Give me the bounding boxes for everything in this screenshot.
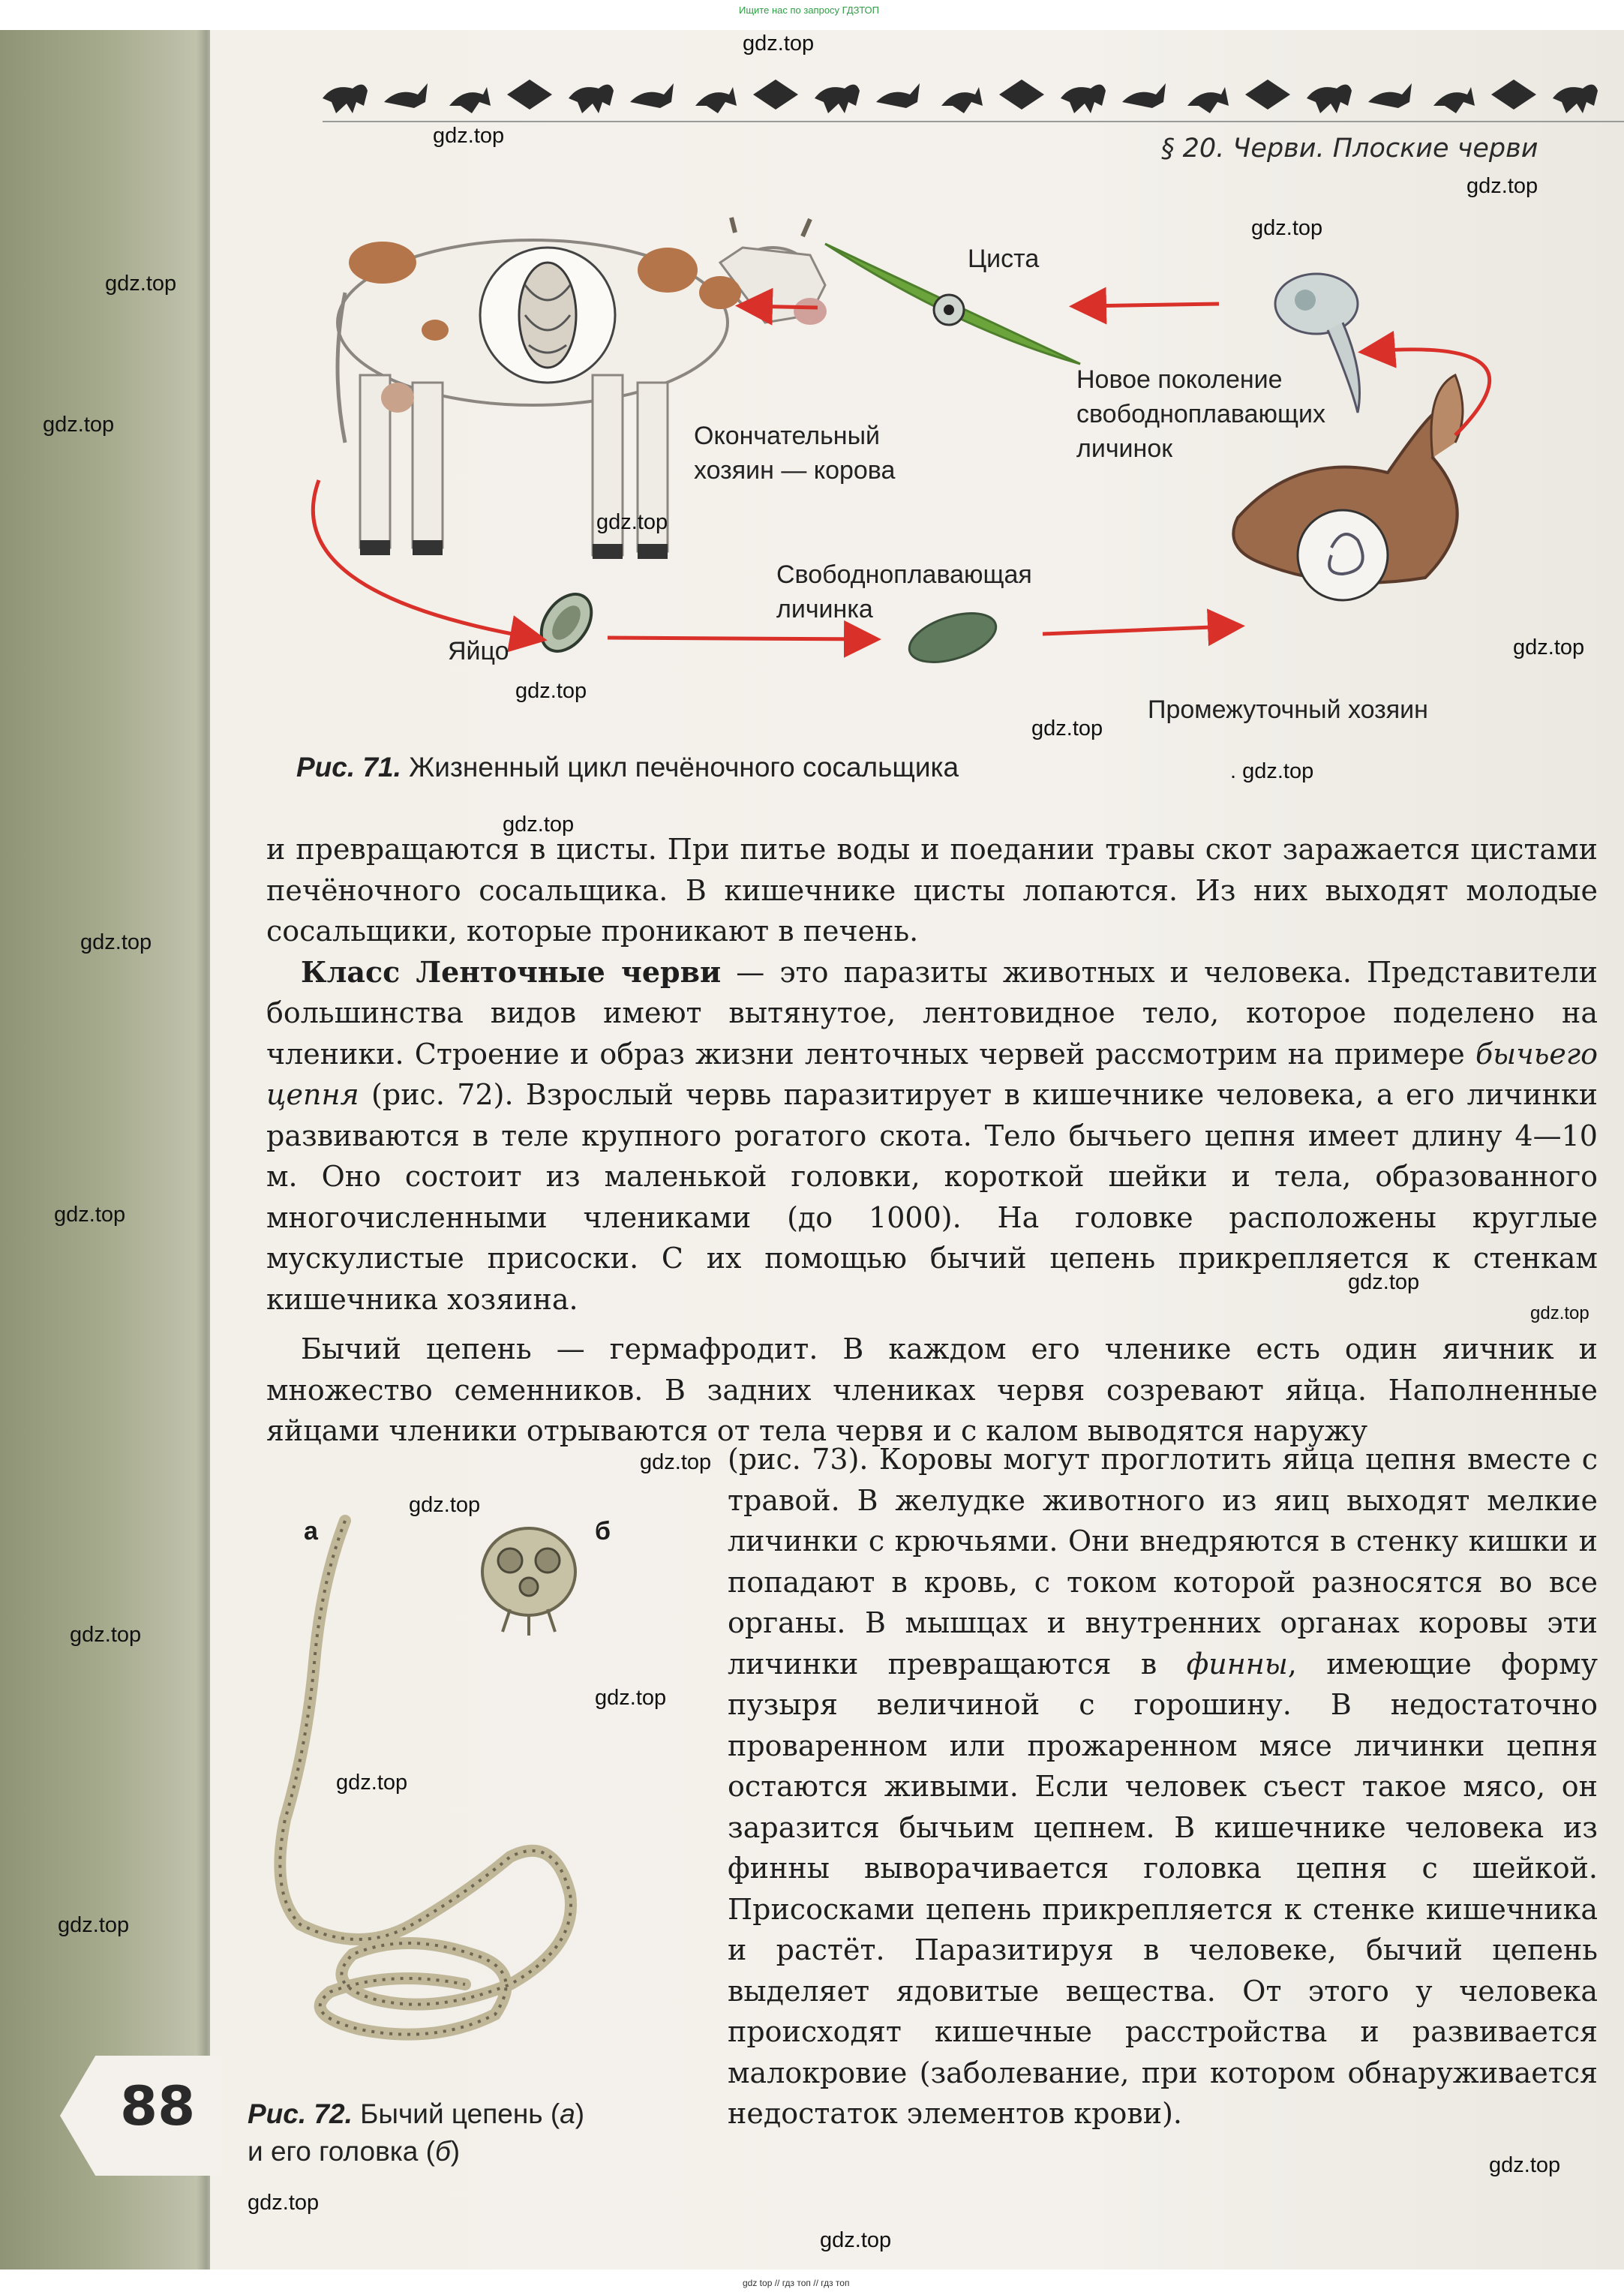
animal-silhouette-icon [1307,85,1352,113]
top-notice: Ищите нас по запросу ГДЗТОП [739,5,880,16]
animal-silhouette-icon [449,87,491,113]
label-cyst: Циста [968,245,1040,273]
watermark: gdz.top [80,930,152,954]
figure-72-caption-prefix: Рис. 72. [248,2098,353,2129]
cow-illustration [338,218,827,559]
watermark: gdz.top [43,413,115,437]
label-egg: Яйцо [448,637,509,665]
animal-silhouette-icon [1553,85,1598,113]
watermark: gdz.top [1513,635,1585,659]
watermark: gdz.top [248,2191,320,2215]
figure-72-caption [248,2095,584,2170]
label-free-larva: Свободноплавающая личинка [776,560,1032,623]
term-tapeworms: Класс Ленточные черви [301,954,722,989]
arrow-egg-to-larva [608,638,866,639]
text-block-top [266,829,1598,1452]
watermark: gdz.top [1466,174,1538,198]
watermark: gdz.top [1251,216,1323,240]
watermark: gdz.top [640,1450,712,1474]
watermark: gdz.top [503,813,575,837]
arrow-cyst-to-cow [750,306,818,308]
figure-72-caption-line2-end: ) [450,2136,461,2167]
watermark: gdz.top [1530,1303,1589,1323]
figure-72-caption-line2: и его головка ( [248,2136,435,2167]
animal-silhouette-icon [753,80,798,110]
figure-72-letter-b: б [595,1517,611,1546]
figure-71-caption [296,748,959,787]
animal-silhouette-icon [1491,80,1536,110]
watermark: gdz.top [1348,1270,1420,1294]
page-number: 88 [120,2074,196,2137]
watermark: gdz.top [515,679,587,703]
arrow-larva-to-snail [1043,626,1230,634]
figure-72-caption-a: а [560,2098,575,2129]
watermark: gdz.top [820,2228,892,2252]
watermark: gdz.top [595,1686,667,1710]
label-intermediate-host: Промежуточный хозяин [1148,695,1428,724]
watermark: gdz.top [596,510,668,534]
animal-silhouette-icon [695,87,737,113]
paragraph-hermaphrodite: Бычий цепень — гермафродит. В каждом его членике есть один яичник и множество семенников. В задних члениках червя созревают яйца. Наполненные яйцами членики отрываются от тела червя и с калом выводятся наружу [266,1332,1598,1447]
animal-silhouette-icon [1368,83,1412,108]
arrow-larvae-to-cyst [1084,304,1219,306]
paragraph-life-cycle-tapeworm [728,1439,1598,2134]
watermark: gdz.top [336,1771,408,1795]
watermark: gdz.top [1031,716,1103,740]
watermark: gdz.top [58,1913,130,1937]
paragraph-tapeworms-text1: — это паразиты животных и человека. Представители большинства видов имеют вытянутое, лентовидное тело, которое поделено на членики. Строение и образ жизни ленточных червей рассмотрим на примере [266,955,1598,1071]
term-beef-tapeworm: бычьего цепня [266,1037,1598,1111]
paragraph-right-text2: , имеющие форму пузыря величиной с горошину. В недостаточно проваренном или прожаренном мясе личинки цепня остаются живыми. Если человек съест такое мясо, он заразится бычьим цепнем. В кишечнике человека из финны выворачивается головка цепня с шейкой. Присосками цепень прикрепляется к стенке кишечника и растёт. Паразитируя в человеке, бычий цепень выделяет ядовитые вещества. От этого у человека происходят кишечные расстройства и развивается малокровие (заболевание, при котором обнаруживается недостаток элементов крови). [728,1647,1598,2130]
bottom-notice: gdz top // гдз топ // гдз топ [743,2278,850,2288]
term-finns: финны [1186,1647,1288,1681]
figure-72-tapeworm [240,1504,720,2074]
animal-silhouette-icon [876,83,920,108]
egg-illustration [531,585,602,661]
figure-72-letter-a: а [304,1517,318,1546]
animal-silhouette-icon [1122,83,1166,108]
tapeworm-head-illustration [482,1528,575,1636]
animal-silhouette-icon [507,80,552,110]
animal-silhouette-icon [630,83,674,108]
watermark-dot: . gdz.top [1230,759,1314,783]
watermark: gdz.top [70,1623,142,1647]
watermark: gdz.top [433,124,505,148]
watermark: gdz.top [743,32,815,56]
animal-silhouette-icon [1061,85,1106,113]
figure-72-caption-b: б [434,2136,451,2167]
figure-71-caption-prefix: Рис. 71. [296,752,401,783]
watermark: gdz.top [105,272,177,296]
animal-silhouette-strip [323,69,1624,128]
watermark: gdz.top [54,1203,126,1227]
chapter-header: § 20. Черви. Плоские черви [1161,134,1538,164]
label-final-host: Окончательный хозяин — корова [694,422,896,485]
animal-silhouette-icon [999,80,1044,110]
animal-silhouette-icon [1245,80,1290,110]
animal-silhouette-icon [815,85,860,113]
watermark: gdz.top [409,1493,481,1517]
figure-71-caption-text: Жизненный цикл печёночного сосальщика [409,752,959,783]
animal-silhouette-icon [569,85,614,113]
animal-silhouette-icon [1187,87,1229,113]
paragraph-cysts: и превращаются в цисты. При питье воды и поедании травы скот заражается цистами печёночного сосальщика. В кишечнике цисты лопаются. Из них выходят молодые сосальщики, которые проникают в печень. [266,833,1598,948]
paragraph-tapeworms-text2: (рис. 72). Взрослый червь паразитирует в кишечнике человека, а его личинки развиваются в теле крупного рогатого скота. Тело бычьего цепня имеет длину 4—10 м. Оно состоит из маленькой головки, короткой шейки и тела, образованного многочисленными члениками (до 1000). На головке расположены круглые мускулистые присоски. С их помощью бычий цепень прикрепляется к стенкам кишечника хозяина. [266,1078,1598,1316]
paragraph-tapeworms [266,952,1598,1320]
cyst-on-grass-illustration [825,244,1080,364]
watermark: gdz.top [1489,2153,1561,2177]
animal-silhouette-icon [323,85,368,113]
label-new-generation: Новое поколение свободноплавающих личинок [1076,365,1325,463]
animal-silhouette-icon [1433,87,1475,113]
text-block-right-column [728,1439,1598,2134]
figure-72-caption-line1-end: ) [575,2098,585,2129]
animal-silhouette-icon [384,83,428,108]
figure-72-caption-line1: Бычий цепень ( [360,2098,560,2129]
paragraph-right-text1: (рис. 73). Коровы могут проглотить яйца цепня вместе с травой. В желудке животного из яиц выходят мелкие личинки с крючьями. Они внедряются в стенку кишки и попадают в кровь, с током которой разносятся во все органы. В мышцах и внутренних органах коровы эти личинки превращаются в [728,1443,1598,1681]
animal-silhouette-icon [941,87,983,113]
